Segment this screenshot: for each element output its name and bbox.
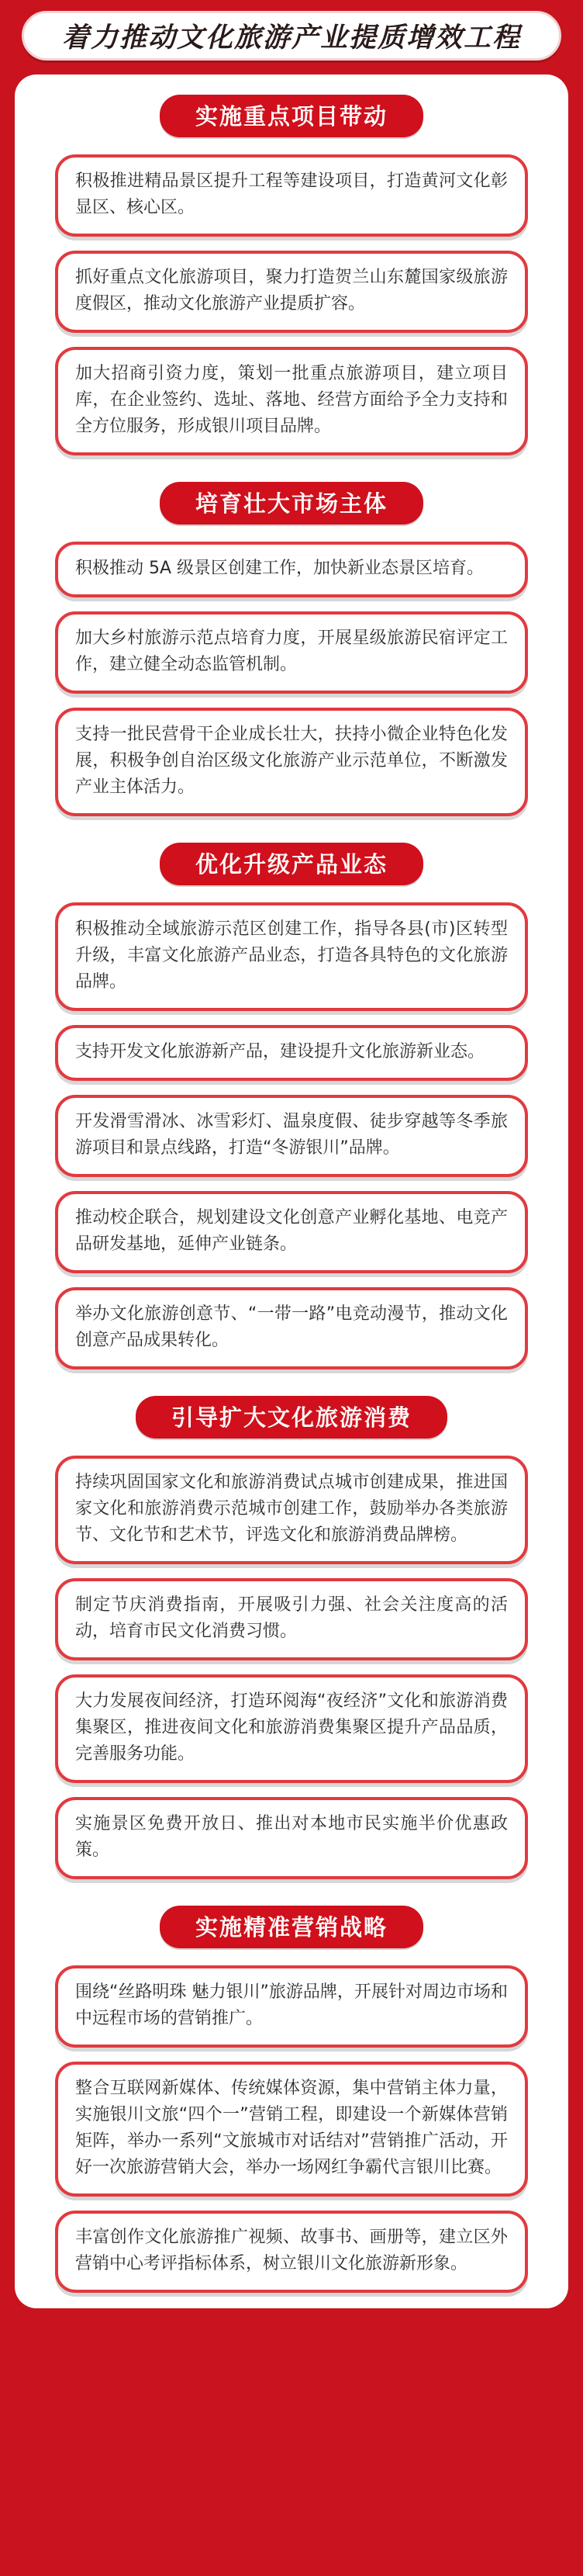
section-heading: 实施精准营销战略 xyxy=(160,1906,423,1948)
section-product-upgrade xyxy=(15,843,568,1369)
list-item: 围绕“丝路明珠 魅力银川”旅游品牌，开展针对周边市场和中远程市场的营销推广。 xyxy=(55,1965,528,2048)
section-heading: 实施重点项目带动 xyxy=(160,95,423,137)
list-item: 积极推动全域旅游示范区创建工作，指导各县(市)区转型升级，丰富文化旅游产品业态，打造各具特色的文化旅游品牌。 xyxy=(55,902,528,1011)
list-item: 制定节庆消费指南，开展吸引力强、社会关注度高的活动，培育市民文化消费习惯。 xyxy=(55,1578,528,1660)
list-item: 支持开发文化旅游新产品，建设提升文化旅游新业态。 xyxy=(55,1025,528,1081)
list-item: 抓好重点文化旅游项目，聚力打造贺兰山东麓国家级旅游度假区，推动文化旅游产业提质扩容。 xyxy=(55,251,528,333)
section-heading: 优化升级产品业态 xyxy=(160,843,423,885)
list-item: 丰富创作文化旅游推广视频、故事书、画册等，建立区外营销中心考评指标体系，树立银川文化旅游新形象。 xyxy=(55,2211,528,2293)
list-item: 推动校企联合，规划建设文化创意产业孵化基地、电竞产品研发基地，延伸产业链条。 xyxy=(55,1191,528,1273)
list-item: 整合互联网新媒体、传统媒体资源，集中营销主体力量，实施银川文旅“四个一”营销工程，即建设一个新媒体营销矩阵，举办一系列“文旅城市对话结对”营销推广活动，开好一次旅游营销大会，举办一场网红争霸代言银川比赛。 xyxy=(55,2062,528,2197)
list-item: 积极推动 5A 级景区创建工作，加快新业态景区培育。 xyxy=(55,542,528,597)
list-item: 开发滑雪滑冰、冰雪彩灯、温泉度假、徒步穿越等冬季旅游项目和景点线路，打造“冬游银川”品牌。 xyxy=(55,1095,528,1177)
section-heading: 引导扩大文化旅游消费 xyxy=(136,1396,447,1439)
list-item: 持续巩固国家文化和旅游消费试点城市创建成果，推进国家文化和旅游消费示范城市创建工作，鼓励举办各类旅游节、文化节和艺术节，评选文化和旅游消费品牌榜。 xyxy=(55,1456,528,1564)
list-item: 大力发展夜间经济，打造环阅海“夜经济”文化和旅游消费集聚区，推进夜间文化和旅游消费集聚区提升产品品质，完善服务功能。 xyxy=(55,1674,528,1783)
page-title: 着力推动文化旅游产业提质增效工程 xyxy=(61,23,521,54)
list-item: 支持一批民营骨干企业成长壮大，扶持小微企业特色化发展，积极争创自治区级文化旅游产业示范单位，不断激发产业主体活力。 xyxy=(55,708,528,816)
section-consumption xyxy=(15,1396,568,1879)
section-heading: 培育壮大市场主体 xyxy=(160,482,423,525)
section-market-entities xyxy=(15,482,568,816)
list-item: 加大乡村旅游示范点培育力度，开展星级旅游民宿评定工作，建立健全动态监管机制。 xyxy=(55,611,528,694)
section-marketing xyxy=(15,1906,568,2293)
content-panel xyxy=(15,74,568,2308)
list-item: 加大招商引资力度，策划一批重点旅游项目，建立项目库，在企业签约、选址、落地、经营方面给予全力支持和全方位服务，形成银川项目品牌。 xyxy=(55,347,528,455)
title-banner xyxy=(22,11,561,61)
list-item: 实施景区免费开放日、推出对本地市民实施半价优惠政策。 xyxy=(55,1797,528,1879)
list-item: 举办文化旅游创意节、“一带一路”电竞动漫节，推动文化创意产品成果转化。 xyxy=(55,1287,528,1369)
section-key-projects xyxy=(15,95,568,455)
list-item: 积极推进精品景区提升工程等建设项目，打造黄河文化彰显区、核心区。 xyxy=(55,154,528,237)
